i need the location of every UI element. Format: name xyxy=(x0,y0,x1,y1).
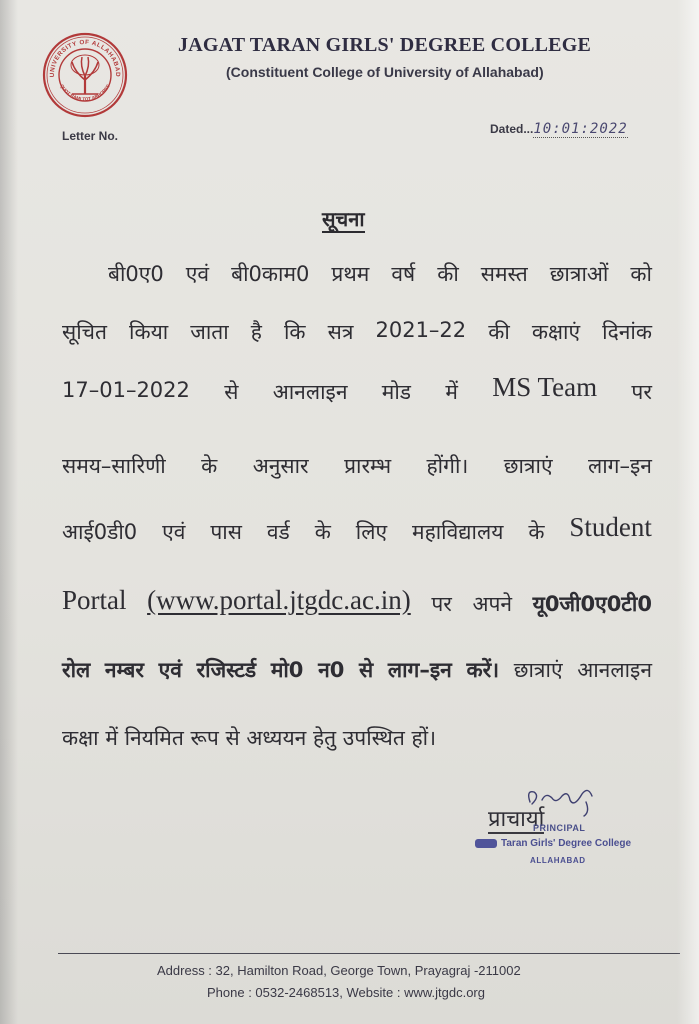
university-seal-icon xyxy=(42,32,128,118)
word: है xyxy=(250,320,262,344)
principal-designation: प्राचार्या xyxy=(488,808,544,834)
word: जाता xyxy=(190,320,229,344)
word: में xyxy=(445,380,458,404)
word: कि xyxy=(283,320,306,344)
word: आई0डी0 xyxy=(62,520,138,544)
word: से xyxy=(225,726,240,750)
word: किया xyxy=(129,320,169,344)
word: की xyxy=(437,262,459,286)
word: अनुसार xyxy=(252,454,309,478)
portal-text: Portal xyxy=(62,585,127,615)
word: के xyxy=(528,520,545,544)
word: अध्ययन xyxy=(246,726,307,750)
word: रजिस्टर्ड xyxy=(196,658,257,682)
dated-value: 10:01:2022 xyxy=(533,121,628,137)
notice-line-7 xyxy=(62,656,652,684)
word: कक्षा xyxy=(62,726,99,750)
stamp-college-text: Taran Girls' Degree College xyxy=(501,838,632,849)
word: नियमित xyxy=(124,726,184,750)
notice-title: सूचना xyxy=(322,207,365,231)
word: महाविद्यालय xyxy=(412,520,504,544)
stamp-city: ALLAHABAD xyxy=(530,856,586,865)
word: से xyxy=(224,380,239,404)
word: सूचित xyxy=(62,320,107,344)
college-name: JAGAT TARAN GIRLS' DEGREE COLLEGE xyxy=(178,34,591,56)
word: होंगी। xyxy=(426,454,469,478)
word: छात्राएं xyxy=(503,454,553,478)
notice-line-1 xyxy=(108,260,652,288)
word: के xyxy=(314,520,331,544)
word: को xyxy=(630,262,652,286)
word: लाग–इन xyxy=(387,658,452,682)
footer-divider xyxy=(58,953,680,954)
notice-line-8 xyxy=(62,724,436,752)
college-subtitle: (Constituent College of University of Allahabad) xyxy=(226,64,544,80)
notice-line-2 xyxy=(62,318,652,346)
word: बी0काम0 xyxy=(231,262,310,286)
word: छात्राओं xyxy=(549,262,609,286)
word: लिए xyxy=(355,520,388,544)
word: दिनांक xyxy=(602,320,652,344)
word: की xyxy=(488,320,510,344)
word: आनलाइन xyxy=(577,658,652,682)
word: एवं xyxy=(158,658,182,682)
dated-label: Dated xyxy=(490,122,524,136)
word: वर्ड xyxy=(266,520,290,544)
word: छात्राएं xyxy=(513,658,563,682)
word: कक्षाएं xyxy=(531,320,581,344)
word: एवं xyxy=(185,262,210,286)
footer-contact: Phone : 0532-2468513, Website : www.jtgdc.org xyxy=(207,985,485,1000)
word: लाग–इन xyxy=(588,454,652,478)
word: करें। xyxy=(466,658,500,682)
footer-address: Address : 32, Hamilton Road, George Town, Prayagraj -211002 xyxy=(157,963,521,978)
word: 2021–22 xyxy=(375,318,467,342)
word: बी0ए0 xyxy=(108,262,164,286)
student-text: Student xyxy=(569,512,652,542)
word: समय–सारिणी xyxy=(62,454,166,478)
word: रूप xyxy=(190,726,219,750)
word: पास xyxy=(210,520,242,544)
word: मो0 xyxy=(270,658,304,682)
word: हेतु xyxy=(312,726,337,750)
word: हों। xyxy=(411,726,437,750)
word: पर xyxy=(431,592,452,616)
word: प्रारम्भ xyxy=(344,454,392,478)
notice-line-5 xyxy=(62,512,652,546)
dated-field: Dated...10:01:2022 xyxy=(490,121,628,137)
word: 17–01–2022 xyxy=(62,378,190,402)
notice-line-3 xyxy=(62,372,652,406)
ms-team-text: MS Team xyxy=(492,372,598,402)
letter-no-label: Letter No. xyxy=(62,129,119,143)
seal-motto: QUOT RAMI TOT ARBORES xyxy=(59,83,111,102)
word: एवं xyxy=(162,520,186,544)
word: न0 xyxy=(318,658,345,682)
word: उपस्थित xyxy=(342,726,405,750)
word: प्रथम xyxy=(331,262,370,286)
portal-url-link[interactable]: (www.portal.jtgdc.ac.in) xyxy=(147,585,411,615)
notice-line-6 xyxy=(62,585,652,618)
word: यू0जी0ए0टी0 xyxy=(532,592,652,616)
word: पर xyxy=(631,380,652,404)
seal-text: UNIVERSITY OF ALLAHABAD xyxy=(48,38,122,78)
word: से xyxy=(358,658,374,682)
word: के xyxy=(201,454,218,478)
word: मोड xyxy=(381,380,412,404)
word: नम्बर xyxy=(104,658,144,682)
stamp-ink-blot xyxy=(475,839,497,848)
word: रोल xyxy=(62,658,91,682)
stamp-principal-title: PRINCIPAL xyxy=(533,823,586,833)
word: वर्ष xyxy=(391,262,416,286)
stamp-college-name xyxy=(475,838,631,849)
word: समस्त xyxy=(480,262,528,286)
word: सत्र xyxy=(327,320,354,344)
word: अपने xyxy=(472,592,513,616)
word: में xyxy=(105,726,118,750)
notice-line-4 xyxy=(62,452,652,480)
word: आनलाइन xyxy=(272,380,348,404)
